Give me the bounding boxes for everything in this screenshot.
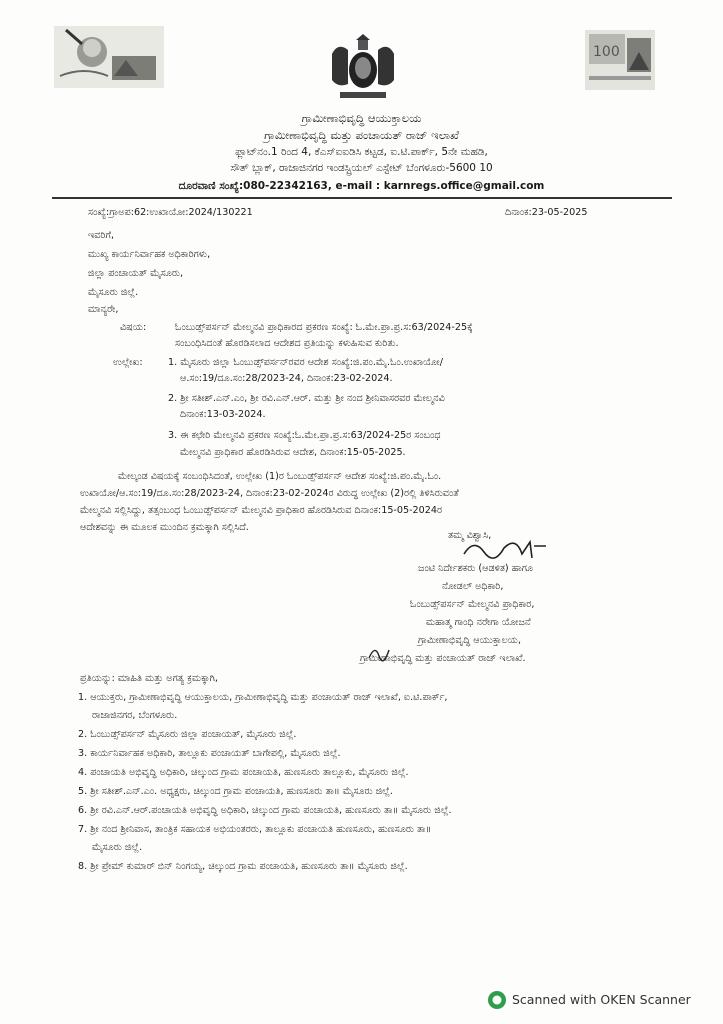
signatory-line-2: ನೋಡಲ್ ಅಧಿಕಾರಿ, bbox=[442, 581, 504, 592]
reference-2b: ದಿನಾಂಕ:13-03-2024. bbox=[180, 409, 266, 420]
to-line-3: ಜಿಲ್ಲಾ ಪಂಚಾಯತ್ ಮೈಸೂರು, bbox=[88, 268, 183, 279]
header-divider bbox=[52, 197, 672, 199]
signatory-line-6: ಗ್ರಾಮೀಣಾಭಿವೃದ್ಧಿ ಮತ್ತು ಪಂಚಾಯತ್ ರಾಜ್ ಇಲಾಖೆ. bbox=[360, 653, 526, 664]
reference-number: ಸಂಖ್ಯೆ:ಗ್ರಾಅಪ:62:ಉಖಾಯೋ:2024/130221 bbox=[88, 207, 253, 218]
subject-line-1: ಓಂಬುಡ್ಸ್‌ಪರ್ಸನ್ ಮೇಲ್ಮನವಿ ಪ್ರಾಧಿಕಾರದ ಪ್ರಕರಣ ಸಂಖ್ಯೆ: ಓ.ಮೇ.ಪ್ರಾ.ಪ್ರ.ಸ:63/2024-25ಕ್ಕೆ bbox=[175, 322, 473, 333]
references-label: ಉಲ್ಲೇಖ: bbox=[113, 357, 143, 368]
reference-3a: 3. ಈ ಕಛೇರಿ ಮೇಲ್ಮನವಿ ಪ್ರಕರಣ ಸಂಖ್ಯೆ:ಓ.ಮೇ.ಪ್ರಾ.ಪ್ರ.ಸ:63/2024-25ರ ಸಂಬಂಧ bbox=[168, 430, 441, 441]
reference-2a: 2. ಶ್ರೀ ಸತೀಶ್.ಎನ್.ಎಂ, ಶ್ರೀ ರವಿ.ಎನ್.ಆರ್. ಮತ್ತು ಶ್ರೀ ನಂದ ಶ್ರೀನಿವಾಸರವರ ಮೇಲ್ಮನವಿ bbox=[168, 393, 445, 404]
body-line-3: ಮೇಲ್ಮನವಿ ಸಲ್ಲಿಸಿದ್ದು, ತತ್ಸಂಬಂಧ ಓಂಬುಡ್ಸ್‌ಪರ್ಸನ್ ಮೇಲ್ಮನವಿ ಪ್ರಾಧಿಕಾರ ಹೊರಡಿಸಿರುವ ದಿನಾಂಕ:15-05-2024ರ bbox=[80, 505, 443, 516]
signatory-line-1: ಜಂಟಿ ನಿರ್ದೇಶಕರು (ಆಡಳಿತ) ಹಾಗೂ bbox=[418, 563, 534, 574]
signatory-line-4: ಮಹಾತ್ಮ ಗಾಂಧಿ ನರೇಗಾ ಯೋಜನೆ bbox=[426, 617, 531, 628]
initials-mark bbox=[365, 640, 395, 666]
reference-3b: ಮೇಲ್ಮನವಿ ಪ್ರಾಧಿಕಾರ ಹೊರಡಿಸಿರುವ ಆದೇಶ, ದಿನಾಂಕ:15-05-2025. bbox=[180, 447, 406, 458]
body-line-1: ಮೇಲ್ಕಂಡ ವಿಷಯಕ್ಕೆ ಸಂಬಂಧಿಸಿದಂತೆ, ಉಲ್ಲೇಖ (1)ರ ಓಂಬುಡ್ಸ್‌ಪರ್ಸನ್ ಆದೇಶ ಸಂಖ್ಯೆ:ಜಿ.ಪಂ.ಮೈ.ಓಂ. bbox=[118, 471, 442, 482]
to-line-1: ಇವರಿಗೆ, bbox=[88, 230, 115, 241]
reference-1a: 1. ಮೈಸೂರು ಜಿಲ್ಲಾ ಓಂಬುಡ್ಸ್‌ಪರ್ಸನ್‌ರವರ ಆದೇಶ ಸಂಖ್ಯೆ:ಜಿ.ಪಂ.ಮೈ.ಓಂ.ಉಖಾಯೋ/ bbox=[168, 357, 443, 368]
header-line-2: ಗ್ರಾಮೀಣಾಭಿವೃದ್ಧಿ ಮತ್ತು ಪಂಚಾಯತ್ ರಾಜ್ ಇಲಾಖೆ bbox=[264, 128, 459, 142]
copy-1b: ರಾಜಾಜಿನಗರ, ಬೆಂಗಳೂರು. bbox=[92, 710, 178, 721]
signatory-line-3: ಓಂಬುಡ್ಸ್‌ಪರ್ಸನ್ ಮೇಲ್ಮನವಿ ಪ್ರಾಧಿಕಾರ, bbox=[410, 599, 535, 610]
salutation: ಮಾನ್ಯರೇ, bbox=[88, 304, 119, 315]
reference-1b: ಆ.ಸಂ:19/ದೂ.ಸಂ:28/2023-24, ದಿನಾಂಕ:23-02-2024. bbox=[180, 373, 393, 384]
copies-title: ಪ್ರತಿಯನ್ನು: ಮಾಹಿತಿ ಮತ್ತು ಅಗತ್ಯ ಕ್ರಮಕ್ಕಾಗಿ, bbox=[80, 673, 218, 684]
scanner-label: Scanned with OKEN Scanner bbox=[512, 992, 691, 1007]
header-line-1: ಗ್ರಾಮೀಣಾಭಿವೃದ್ಧಿ ಆಯುಕ್ತಾಲಯ bbox=[301, 111, 422, 125]
signature-mark bbox=[460, 532, 550, 562]
copy-3: 3. ಕಾರ್ಯನಿರ್ವಾಹಕ ಅಧಿಕಾರಿ, ತಾಲ್ಲೂಕು ಪಂಚಾಯತ್ ಬಾಗೇಪಲ್ಲಿ, ಮೈಸೂರು ಜಿಲ್ಲೆ. bbox=[78, 748, 341, 759]
copy-2: 2. ಓಂಬುಡ್ಸ್‌ಪರ್ಸನ್ ಮೈಸೂರು ಜಿಲ್ಲಾ ಪಂಚಾಯತ್, ಮೈಸೂರು ಜಿಲ್ಲೆ. bbox=[78, 729, 297, 740]
header-line-4: ಸೌತ್ ಬ್ಲಾಕ್, ರಾಜಾಜಿನಗರ ಇಂಡಸ್ಟ್ರಿಯಲ್ ಎಸ್ಟೇಟ್ ಬೆಂಗಳೂರು-5600 10 bbox=[230, 162, 493, 174]
copy-5: 5. ಶ್ರೀ ಸತೀಶ್.ಎನ್.ಎಂ. ಅಧ್ಯಕ್ಷರು, ಚಿಲ್ಕುಂದ ಗ್ರಾಮ ಪಂಚಾಯತಿ, ಹುಣಸೂರು ತಾ॥ ಮೈಸೂರು ಜಿಲ್ಲೆ. bbox=[78, 786, 393, 797]
to-line-4: ಮೈಸೂರು ಜಿಲ್ಲೆ. bbox=[88, 287, 139, 298]
copy-7b: ಮೈಸೂರು ಜಿಲ್ಲೆ. bbox=[92, 842, 143, 853]
scanner-icon bbox=[487, 990, 507, 1010]
subject-line-2: ಸಂಬಂಧಿಸಿದಂತೆ ಹೊರಡಿಸಲಾದ ಆದೇಶದ ಪ್ರತಿಯನ್ನು ಕಳುಹಿಸುವ ಕುರಿತು. bbox=[175, 338, 399, 349]
copy-8: 8. ಶ್ರೀ ಪ್ರೇಮ್ ಕುಮಾರ್ ಬಿನ್ ನಿಂಗಯ್ಯ, ಚಿಲ್ಕುಂದ ಗ್ರಾಮ ಪಂಚಾಯತಿ, ಹುಣಸೂರು ತಾ॥ ಮೈಸೂರು ಜಿಲ್ಲೆ. bbox=[78, 861, 408, 872]
header-contact: ದೂರವಾಣಿ ಸಂಖ್ಯೆ:080-22342163, e-mail : karnregs.office@gmail.com bbox=[178, 180, 545, 192]
subject-label: ವಿಷಯ: bbox=[120, 322, 147, 333]
letter-date: ದಿನಾಂಕ:23-05-2025 bbox=[505, 207, 588, 218]
karnataka-state-emblem bbox=[318, 34, 408, 106]
header-line-3: ಫ್ಲಾಟ್‌ನಂ.1 ರಿಂದ 4, ಕೆಎಸ್‌ಐಐಡಿಸಿ ಕಟ್ಟಡ, ಐ.ಟಿ.ಪಾರ್ಕ್, 5ನೇ ಮಹಡಿ, bbox=[235, 146, 488, 158]
copy-7a: 7. ಶ್ರೀ ನಂದ ಶ್ರೀನಿವಾಸ, ತಾಂತ್ರಿಕ ಸಹಾಯಕ ಅಭಿಯಂತರರು, ತಾಲ್ಲೂಕು ಪಂಚಾಯತಿ ಹುಣಸೂರು, ಹುಣಸೂರು ತಾ॥ bbox=[78, 824, 432, 835]
to-line-2: ಮುಖ್ಯ ಕಾರ್ಯನಿರ್ವಾಹಕ ಅಧಿಕಾರಿಗಳು, bbox=[88, 249, 211, 260]
copy-4: 4. ಪಂಚಾಯತಿ ಅಭಿವೃದ್ಧಿ ಅಧಿಕಾರಿ, ಚಿಲ್ಕುಂದ ಗ್ರಾಮ ಪಂಚಾಯತಿ, ಹುಣಸೂರು ತಾಲ್ಲೂಕು, ಮೈಸೂರು ಜಿಲ್ಲೆ. bbox=[78, 767, 409, 778]
copy-6: 6. ಶ್ರೀ ರವಿ.ಎನ್.ಆರ್.ಪಂಚಾಯತಿ ಅಭಿವೃದ್ಧಿ ಅಧಿಕಾರಿ, ಚಿಲ್ಕುಂದ ಗ್ರಾಮ ಪಂಚಾಯತಿ, ಹುಣಸೂರು ತಾ॥ ಮೈಸೂರು ಜಿಲ್ಲೆ. bbox=[78, 805, 452, 816]
closing: ತಮ್ಮ ವಿಶ್ವಾಸಿ, bbox=[448, 530, 492, 541]
signatory-line-5: ಗ್ರಾಮೀಣಾಭಿವೃದ್ಧಿ ಆಯುಕ್ತಾಲಯ, bbox=[418, 635, 522, 646]
centenary-logo bbox=[585, 30, 655, 90]
copy-1a: 1. ಆಯುಕ್ತರು, ಗ್ರಾಮೀಣಾಭಿವೃದ್ಧಿ ಆಯುಕ್ತಾಲಯ, ಗ್ರಾಮೀಣಾಭಿವೃದ್ಧಿ ಮತ್ತು ಪಂಚಾಯತ್ ರಾಜ್ ಇಲಾಖೆ, ಐ.ಟಿ.ಪಾರ್ಕ್, bbox=[78, 692, 448, 703]
body-line-2: ಉಖಾಯೋ/ಆ.ಸಂ:19/ದೂ.ಸಂ:28/2023-24, ದಿನಾಂಕ:23-02-2024ರ ವಿರುದ್ಧ ಉಲ್ಲೇಖ (2)ರಲ್ಲಿ ತಿಳಿಸಿರುವಂತೆ bbox=[80, 488, 459, 499]
svg-text:100: 100 bbox=[593, 44, 620, 60]
body-line-4: ಆದೇಶವನ್ನು ಈ ಮೂಲಕ ಮುಂದಿನ ಕ್ರಮಕ್ಕಾಗಿ ಸಲ್ಲಿಸಿದೆ. bbox=[80, 522, 249, 533]
gandhi-portrait-logo bbox=[54, 26, 164, 88]
